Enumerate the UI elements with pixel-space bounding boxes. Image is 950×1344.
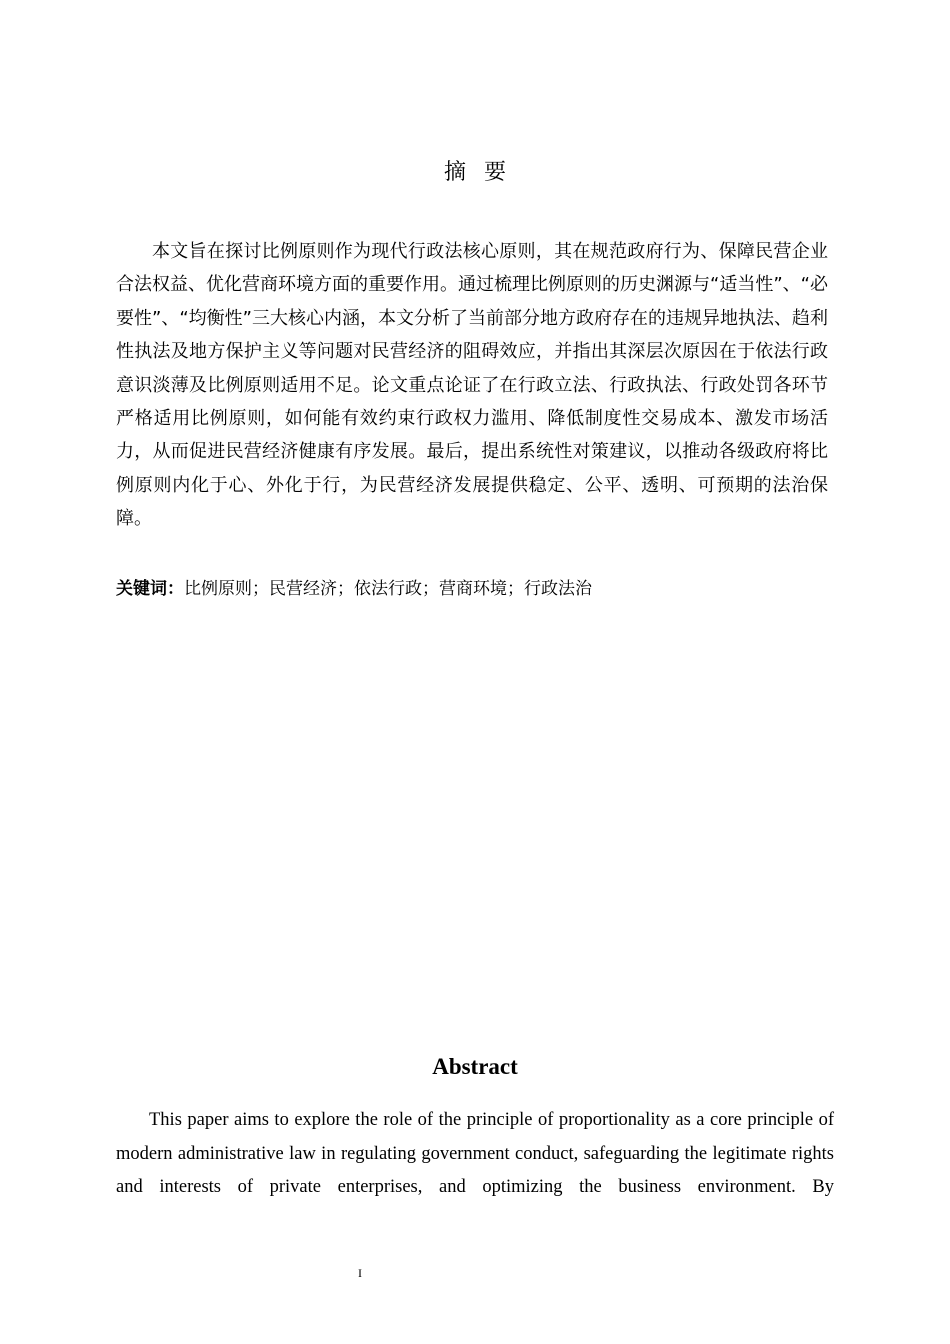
page-number: I <box>358 1266 362 1280</box>
chinese-abstract-body: 本文旨在探讨比例原则作为现代行政法核心原则，其在规范政府行为、保障民营企业合法权益、优化营商环境方面的重要作用。通过梳理比例原则的历史渊源与“适当性”、“必要性”、“均衡性”三大核心内涵，本文分析了当前部分地方政府存在的违规异地执法、趋利性执法及地方保护主义等问题对民营经济的阻碍效应，并指出其深层次原因在于依法行政意识淡薄及比例原则适用不足。论文重点论证了在行政立法、行政执法、行政处罚各环节严格适用比例原则，如何能有效约束行政权力滥用、降低制度性交易成本、激发市场活力，从而促进民营经济健康有序发展。最后，提出系统性对策建议，以推动各级政府将比例原则内化于心、外化于行，为民营经济发展提供稳定、公平、透明、可预期的法治保障。 <box>116 241 828 530</box>
chinese-keywords <box>116 573 828 606</box>
english-abstract-body: This paper aims to explore the role of the principle of proportionality as a core principle of modern administrative law in regulating government conduct, safeguarding the legitimate rights and interests of private enterprises, and optimizing the business environment. By <box>116 1110 834 1198</box>
keywords-list: 比例原则；民营经济；依法行政；营商环境；行政法治 <box>184 579 592 599</box>
english-abstract-title: Abstract <box>432 1054 518 1079</box>
keywords-label: 关键词： <box>116 579 184 599</box>
chinese-abstract-title: 摘要 <box>443 160 524 185</box>
